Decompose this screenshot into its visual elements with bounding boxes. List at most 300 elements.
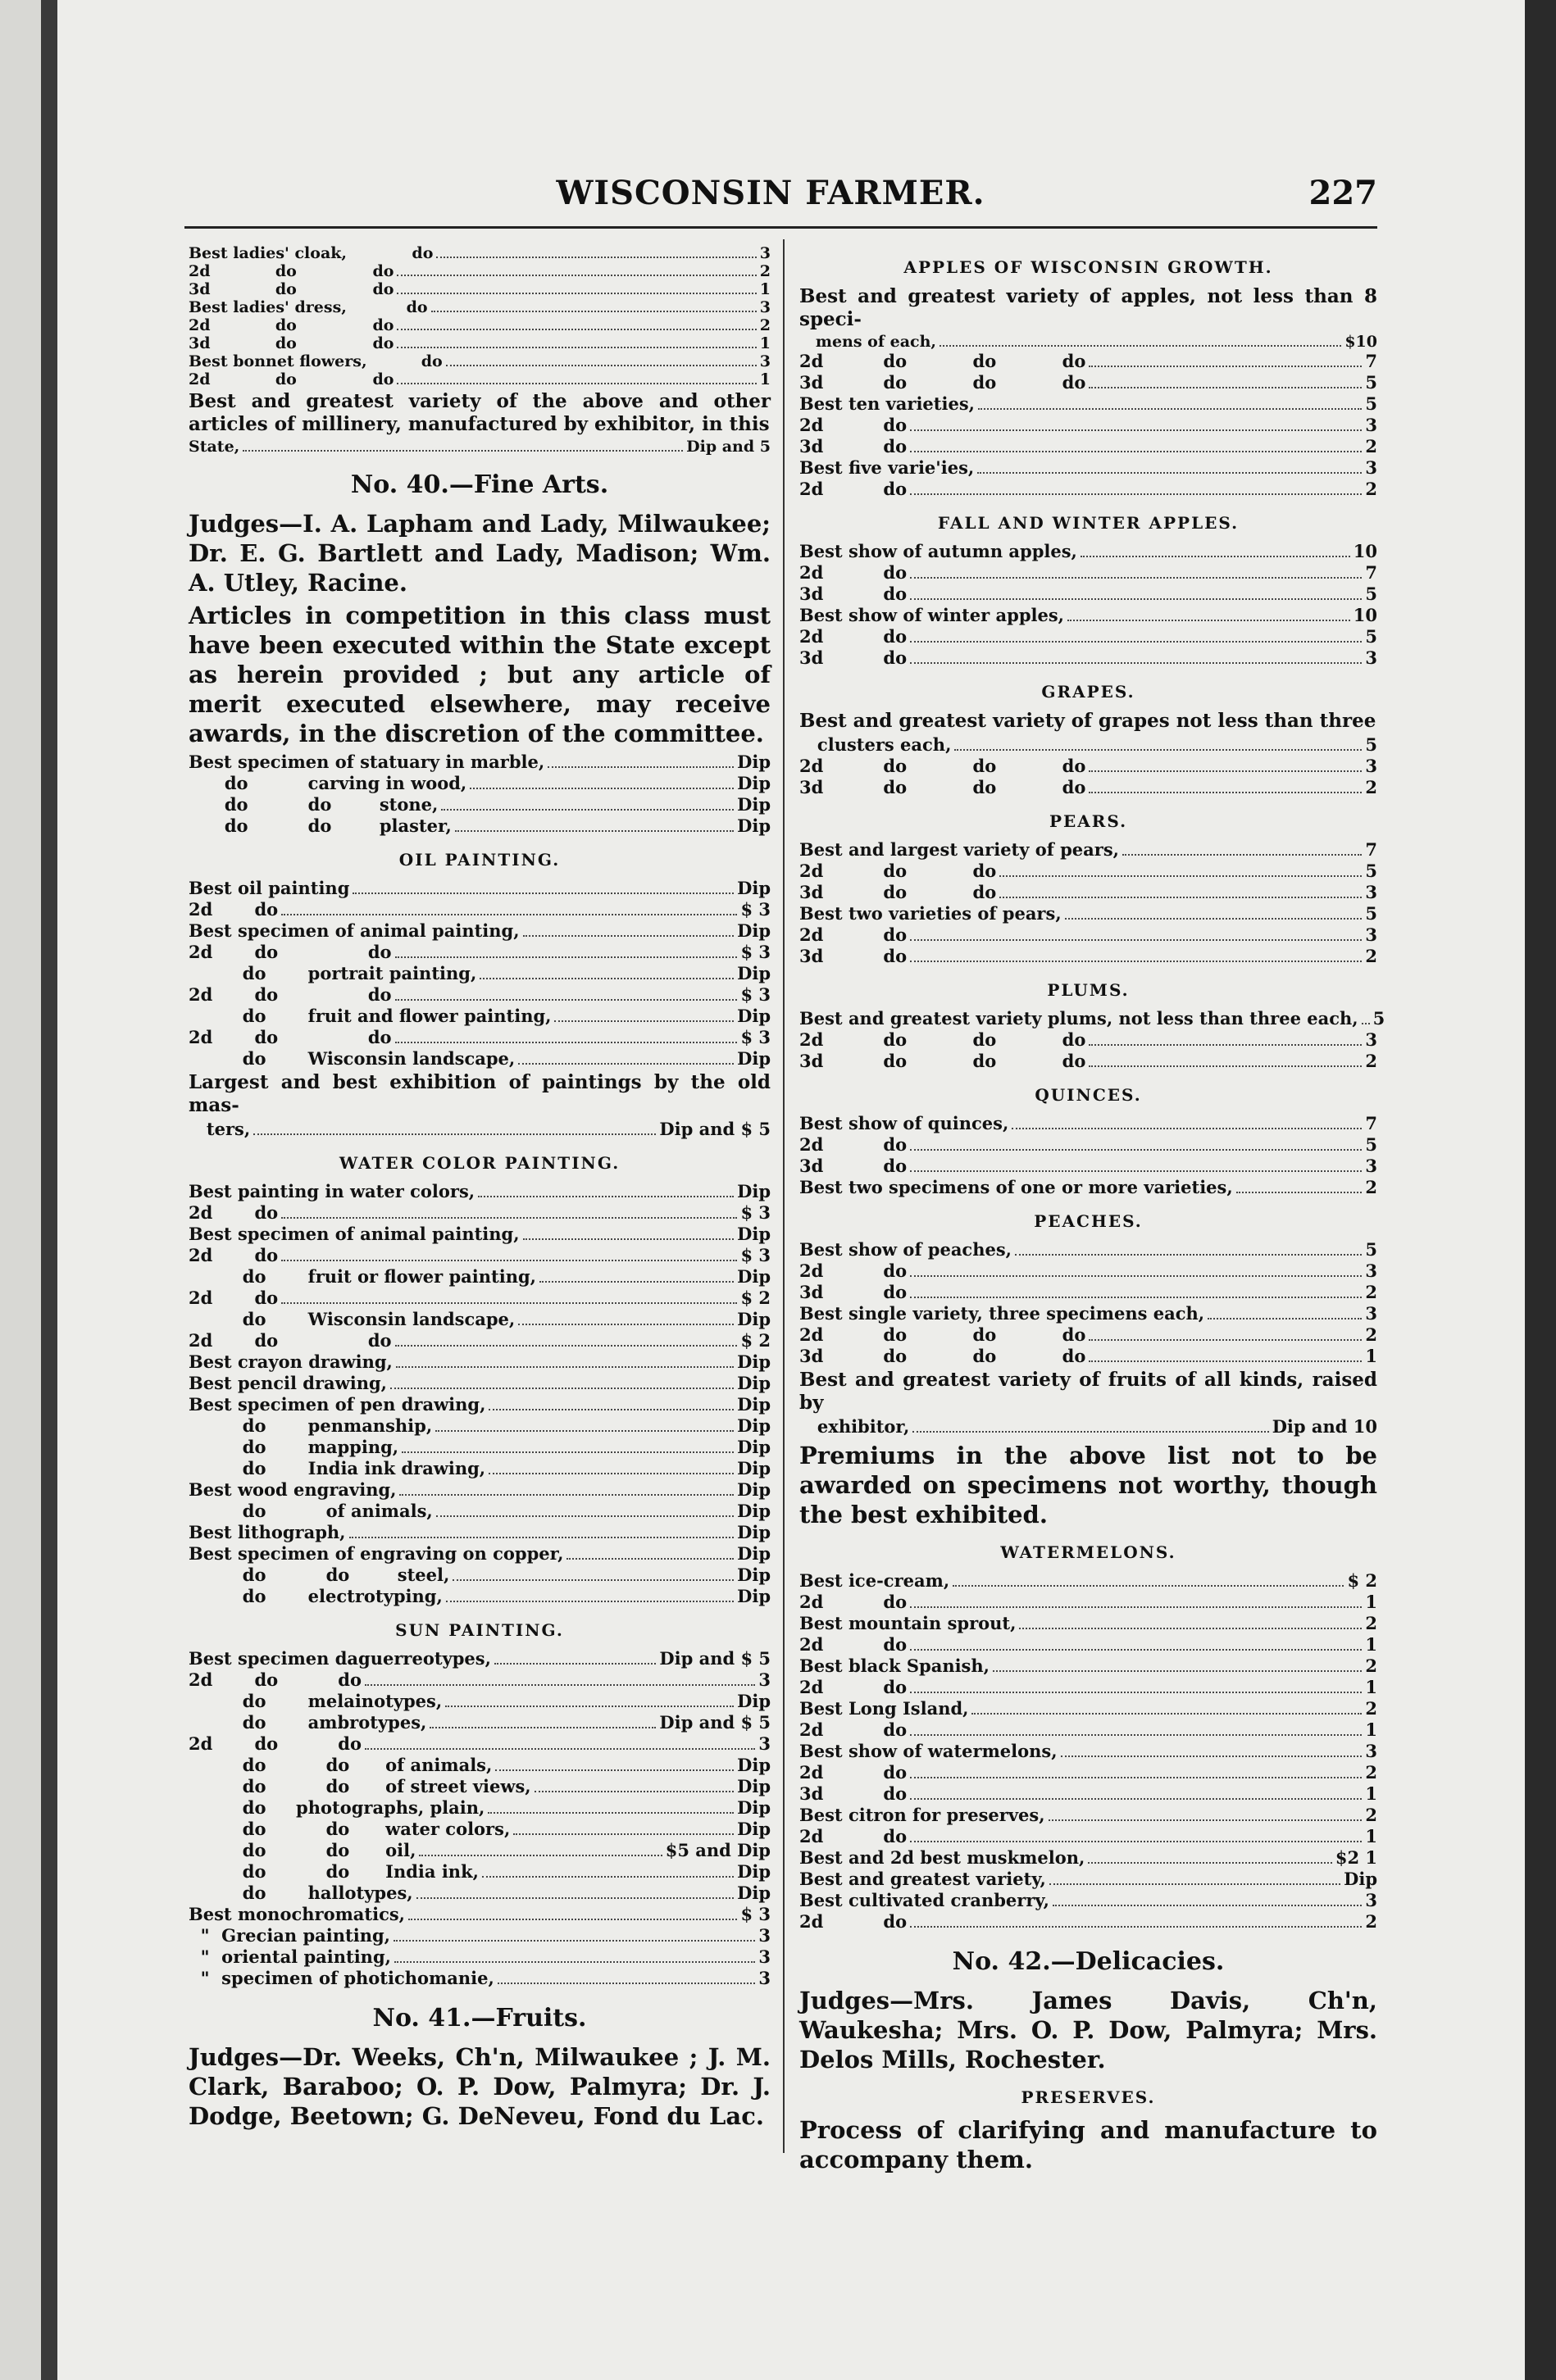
paragraph: Judges—I. A. Lapham and Lady, Milwaukee; Dr. E. G. Bartlett and Lady, Madison; Wm. A. Utley, Racine. bbox=[189, 510, 771, 597]
entry-label: Best specimen of statuary in marble, bbox=[189, 752, 545, 772]
entry-premium: 7 bbox=[1365, 839, 1377, 860]
entry-label: ters, bbox=[189, 1119, 251, 1139]
dot-leader bbox=[1089, 792, 1362, 793]
entry-text: Largest and best exhibition of paintings by the old mas- bbox=[189, 1071, 771, 1116]
premium-entry bbox=[799, 393, 1377, 415]
premium-entry bbox=[799, 1677, 1377, 1698]
entry-label: Best show of quinces, bbox=[799, 1113, 1009, 1133]
premium-entry bbox=[189, 878, 771, 899]
premium-entry bbox=[189, 1543, 771, 1565]
entry-premium: 1 bbox=[1365, 1592, 1377, 1612]
premium-entry bbox=[189, 1819, 771, 1840]
entry-premium: Dip bbox=[737, 815, 771, 836]
dot-leader bbox=[910, 1926, 1362, 1928]
entry-premium: Dip bbox=[1344, 1869, 1377, 1889]
premium-entry bbox=[799, 1847, 1377, 1869]
adjacent-page-edge bbox=[0, 0, 41, 2380]
entry-premium: 3 bbox=[1365, 756, 1377, 776]
premium-entry bbox=[799, 1029, 1377, 1051]
premium-entry bbox=[799, 861, 1377, 882]
premium-entry bbox=[799, 541, 1377, 562]
dot-leader bbox=[971, 1713, 1362, 1715]
premium-entry bbox=[189, 1202, 771, 1224]
dot-leader bbox=[910, 662, 1362, 664]
dot-leader bbox=[977, 472, 1362, 474]
entry-label: do fruit or flower painting, bbox=[189, 1266, 536, 1287]
entry-label: Best and greatest variety plums, not less than three each, bbox=[799, 1008, 1358, 1029]
dot-leader bbox=[523, 935, 735, 937]
premium-entry bbox=[189, 1797, 771, 1819]
dot-leader bbox=[402, 1451, 734, 1453]
dot-leader bbox=[1015, 1254, 1362, 1256]
dot-leader bbox=[1065, 918, 1363, 920]
entry-label: 3d do do bbox=[189, 334, 394, 352]
premium-entry bbox=[799, 1239, 1377, 1260]
entry-premium: 2 bbox=[1365, 1911, 1377, 1932]
dot-leader bbox=[548, 766, 734, 768]
entry-label: 2d do do bbox=[189, 1669, 362, 1690]
premium-entry bbox=[799, 1324, 1377, 1346]
entry-premium: Dip and 5 bbox=[686, 438, 771, 456]
dot-leader bbox=[446, 365, 757, 366]
dot-leader bbox=[910, 1275, 1362, 1277]
dot-leader bbox=[910, 1798, 1362, 1800]
premium-entry bbox=[189, 316, 771, 334]
entry-label: 2d do do do bbox=[799, 756, 1086, 776]
dot-leader bbox=[910, 961, 1362, 962]
entry-premium: Dip bbox=[737, 1394, 771, 1415]
premium-entry bbox=[189, 1501, 771, 1522]
dot-leader bbox=[910, 641, 1362, 643]
entry-premium: $ 2 bbox=[740, 1330, 771, 1351]
premium-entry bbox=[799, 372, 1377, 393]
entry-premium: 5 bbox=[1365, 861, 1377, 881]
dot-leader bbox=[281, 1260, 737, 1261]
dot-leader bbox=[954, 749, 1362, 751]
dot-leader bbox=[910, 1606, 1362, 1608]
section-heading: WATERMELONS. bbox=[1000, 1542, 1176, 1562]
dot-leader bbox=[394, 1961, 755, 1963]
right-page-edge bbox=[1525, 0, 1556, 2380]
dot-leader bbox=[1089, 387, 1362, 388]
entry-label: Best monochromatics, bbox=[189, 1904, 405, 1924]
dot-leader bbox=[1019, 1628, 1362, 1629]
entry-label: Best specimen daguerreotypes, bbox=[189, 1648, 491, 1669]
entry-label: do do water colors, bbox=[189, 1819, 511, 1839]
entry-premium: Dip bbox=[737, 1501, 771, 1521]
entry-label: 2d do do bbox=[189, 262, 394, 280]
entry-premium: Dip and 10 bbox=[1272, 1416, 1377, 1437]
premium-entry bbox=[189, 352, 771, 370]
entry-label: 2d do do bbox=[189, 1733, 362, 1754]
dot-leader bbox=[999, 875, 1362, 877]
entry-premium: $ 3 bbox=[740, 1904, 771, 1924]
paragraph: Judges—Mrs. James Davis, Ch'n, Waukesha; Mrs. O. P. Dow, Palmyra; Mrs. Delos Mills, Rochester. bbox=[799, 1987, 1377, 2073]
premium-entry bbox=[799, 1051, 1377, 1072]
dot-leader bbox=[445, 1706, 734, 1707]
entry-label: 2d do bbox=[799, 1592, 908, 1612]
premium-entry bbox=[799, 1762, 1377, 1783]
entry-label: mens of each, bbox=[799, 333, 937, 351]
premium-entry bbox=[189, 1712, 771, 1733]
entry-premium: Dip bbox=[737, 963, 771, 983]
entry-premium: 10 bbox=[1353, 605, 1377, 625]
section-heading: OIL PAINTING. bbox=[398, 850, 561, 870]
entry-label: 2d do bbox=[189, 1245, 279, 1265]
entry-premium: 3 bbox=[759, 352, 771, 370]
dot-leader bbox=[455, 830, 734, 832]
entry-premium: Dip bbox=[737, 1691, 771, 1711]
entry-label: 2d do bbox=[799, 562, 908, 583]
entry-premium: Dip bbox=[737, 773, 771, 793]
entry-premium: 3 bbox=[758, 1669, 771, 1690]
entry-label: State, bbox=[189, 438, 240, 456]
dot-leader bbox=[1061, 1755, 1363, 1757]
entry-premium: 3 bbox=[1365, 1303, 1377, 1324]
premium-entry bbox=[189, 984, 771, 1006]
premium-entry bbox=[189, 1309, 771, 1330]
premium-entry bbox=[799, 1416, 1377, 1438]
entry-premium: 2 bbox=[1365, 1177, 1377, 1197]
dot-leader bbox=[910, 1841, 1362, 1842]
entry-premium: 2 bbox=[1365, 1805, 1377, 1825]
dot-leader bbox=[554, 1020, 734, 1022]
entry-label: do ambrotypes, bbox=[189, 1712, 427, 1733]
premium-entry bbox=[189, 920, 771, 942]
entry-premium: Dip bbox=[737, 1755, 771, 1775]
entry-premium: 1 bbox=[759, 370, 771, 388]
premium-entry bbox=[189, 298, 771, 316]
dot-leader bbox=[978, 408, 1362, 410]
dot-leader bbox=[397, 383, 756, 384]
dot-leader bbox=[480, 978, 734, 979]
dot-leader bbox=[416, 1897, 735, 1899]
entry-premium: Dip bbox=[737, 920, 771, 941]
entry-label: do Wisconsin landscape, bbox=[189, 1048, 516, 1069]
entry-label: 2d do do bbox=[189, 984, 392, 1005]
dot-leader bbox=[1081, 556, 1350, 557]
premium-entry bbox=[799, 479, 1377, 500]
entry-premium: 3 bbox=[1365, 1029, 1377, 1050]
entry-premium: 2 bbox=[1365, 1656, 1377, 1676]
entry-premium: 3 bbox=[759, 298, 771, 316]
premium-entry bbox=[189, 1288, 771, 1309]
premium-entry bbox=[189, 1437, 771, 1458]
premium-entry bbox=[189, 1522, 771, 1543]
premium-entry bbox=[189, 1946, 771, 1968]
entry-label: 2d do bbox=[799, 1719, 908, 1740]
column-divider bbox=[783, 239, 785, 2153]
entry-label: 2d do bbox=[189, 1202, 279, 1223]
dot-leader bbox=[910, 451, 1362, 452]
entry-label: do portrait painting, bbox=[189, 963, 477, 983]
entry-premium: 5 bbox=[1365, 903, 1377, 924]
entry-premium: 2 bbox=[1365, 1762, 1377, 1783]
entry-label: clusters each, bbox=[799, 734, 952, 755]
premium-entry bbox=[799, 584, 1377, 605]
entry-premium: Dip and $ 5 bbox=[659, 1648, 771, 1669]
entry-premium: 2 bbox=[759, 316, 771, 334]
dot-leader bbox=[910, 577, 1362, 579]
premium-entry bbox=[799, 605, 1377, 626]
section-heading: PEARS. bbox=[1049, 811, 1128, 831]
entry-premium: 3 bbox=[758, 1946, 771, 1967]
entry-premium: Dip bbox=[737, 1266, 771, 1287]
dot-leader bbox=[430, 1727, 656, 1728]
section-heading: GRAPES. bbox=[1041, 682, 1135, 702]
entry-premium: Dip bbox=[737, 794, 771, 815]
section-heading: PEACHES. bbox=[1034, 1211, 1143, 1231]
entry-premium: 2 bbox=[1365, 946, 1377, 966]
premium-entry bbox=[189, 1904, 771, 1925]
premium-entry bbox=[799, 839, 1377, 861]
premium-entry bbox=[799, 1303, 1377, 1324]
dot-leader bbox=[390, 1388, 734, 1389]
entry-premium: Dip bbox=[737, 1437, 771, 1457]
class-heading: No. 42.—Delicacies. bbox=[952, 1947, 1225, 1976]
dot-leader bbox=[498, 1983, 756, 1984]
entry-premium: 3 bbox=[759, 244, 771, 262]
entry-premium: $ 2 bbox=[740, 1288, 771, 1308]
dot-leader bbox=[489, 1409, 734, 1410]
premium-entry bbox=[799, 1911, 1377, 1933]
entry-premium: 3 bbox=[758, 1733, 771, 1754]
entry-label: Best ladies' dress, do bbox=[189, 298, 428, 316]
section-heading: PRESERVES. bbox=[1021, 2087, 1156, 2107]
entry-label: 2d do bbox=[799, 1677, 908, 1697]
entry-label: do do steel, bbox=[189, 1565, 450, 1585]
entry-premium: 2 bbox=[1365, 436, 1377, 456]
paragraph: Judges—Dr. Weeks, Ch'n, Milwaukee ; J. M. Clark, Baraboo; O. P. Dow, Palmyra; Dr. J. Dodge, Beetown; G. DeNeveu, Fond du Lac. bbox=[189, 2043, 771, 2130]
dot-leader bbox=[1089, 770, 1362, 772]
entry-premium: Dip bbox=[737, 1586, 771, 1606]
entry-label: do Wisconsin landscape, bbox=[189, 1309, 516, 1329]
dot-leader bbox=[397, 275, 756, 276]
premium-entry bbox=[799, 1008, 1385, 1029]
dot-leader bbox=[494, 1663, 656, 1665]
premium-entry bbox=[799, 457, 1377, 479]
entry-premium: 1 bbox=[1365, 1719, 1377, 1740]
entry-premium: 3 bbox=[1365, 415, 1377, 435]
entry-premium: Dip bbox=[737, 1006, 771, 1026]
entry-premium: 2 bbox=[1365, 1613, 1377, 1633]
entry-label: Best five varie'ies, bbox=[799, 457, 975, 478]
premium-entry bbox=[799, 1177, 1377, 1198]
premium-entry bbox=[799, 777, 1377, 798]
entry-label: 3d do do bbox=[189, 280, 394, 298]
premium-entry bbox=[189, 1669, 771, 1691]
entry-premium: Dip bbox=[737, 1351, 771, 1372]
dot-leader bbox=[1049, 1883, 1340, 1885]
entry-label: do mapping, bbox=[189, 1437, 399, 1457]
entry-label: do of animals, bbox=[189, 1501, 433, 1521]
dot-leader bbox=[395, 999, 738, 1001]
dot-leader bbox=[441, 809, 734, 811]
entry-label: 2d do bbox=[189, 1288, 279, 1308]
dot-leader bbox=[478, 1196, 734, 1197]
premium-entry bbox=[189, 1394, 771, 1415]
entry-premium: 3 bbox=[1365, 1156, 1377, 1176]
entry-premium: Dip bbox=[737, 752, 771, 772]
premium-entry bbox=[189, 1776, 771, 1797]
entry-label: 2d do bbox=[799, 924, 908, 945]
entry-label: do penmanship, bbox=[189, 1415, 433, 1436]
entry-premium: Dip bbox=[737, 1479, 771, 1500]
entry-label: 3d do do do bbox=[799, 777, 1086, 797]
entry-label: 2d do do bbox=[189, 942, 392, 962]
entry-label: 2d do bbox=[799, 1634, 908, 1655]
entry-label: Best and 2d best muskmelon, bbox=[799, 1847, 1085, 1868]
premium-entry bbox=[799, 1282, 1377, 1303]
dot-leader bbox=[513, 1833, 734, 1835]
premium-entry bbox=[799, 903, 1377, 924]
premium-entry bbox=[799, 1346, 1377, 1367]
entry-label: Best show of watermelons, bbox=[799, 1741, 1058, 1761]
premium-entry bbox=[189, 1415, 771, 1437]
dot-leader bbox=[940, 345, 1341, 347]
entry-premium: 2 bbox=[759, 262, 771, 280]
premium-entry bbox=[799, 647, 1377, 669]
dot-leader bbox=[470, 788, 734, 789]
premium-entry bbox=[189, 1330, 771, 1351]
entry-premium: 3 bbox=[1365, 882, 1377, 902]
dot-leader bbox=[281, 914, 737, 915]
entry-premium: $ 2 bbox=[1347, 1570, 1377, 1591]
entry-label: Best black Spanish, bbox=[799, 1656, 990, 1676]
entry-label: 2d do bbox=[799, 1762, 908, 1783]
premium-entry bbox=[189, 1266, 771, 1288]
entry-label: 3d do bbox=[799, 1783, 908, 1804]
entry-label: 2d do bbox=[189, 899, 279, 920]
entry-premium: Dip and $ 5 bbox=[659, 1119, 771, 1139]
dot-leader bbox=[419, 1855, 662, 1856]
page-number: 227 bbox=[1308, 174, 1377, 212]
entry-premium: 1 bbox=[1365, 1677, 1377, 1697]
entry-premium: 1 bbox=[1365, 1783, 1377, 1804]
dot-leader bbox=[489, 1473, 734, 1474]
dot-leader bbox=[910, 493, 1362, 495]
dot-leader bbox=[1089, 1360, 1362, 1362]
dot-leader bbox=[912, 1431, 1268, 1433]
entry-text: Best and greatest variety of the above and other articles of millinery, manufactured by exhibitor, in this bbox=[189, 390, 771, 435]
entry-label: Best painting in water colors, bbox=[189, 1181, 475, 1201]
paragraph: Process of clarifying and manufacture to accompany them. bbox=[799, 2116, 1377, 2173]
entry-premium: 1 bbox=[1365, 1826, 1377, 1846]
entry-label: 3d do bbox=[799, 1156, 908, 1176]
entry-label: Best specimen of animal painting, bbox=[189, 1224, 520, 1244]
paragraph: Articles in competition in this class must have been executed within the State except as herein provided ; but any article of merit executed elsewhere, may receive awards, in the discretion of the committee. bbox=[189, 602, 771, 747]
entry-label: 2d do do bbox=[799, 861, 997, 881]
entry-premium: 3 bbox=[1365, 1741, 1377, 1761]
entry-label: " Grecian painting, bbox=[189, 1925, 390, 1946]
entry-label: 2d do bbox=[799, 479, 908, 499]
entry-premium: 1 bbox=[1365, 1634, 1377, 1655]
premium-entry bbox=[189, 1755, 771, 1776]
entry-label: Best show of winter apples, bbox=[799, 605, 1064, 625]
premium-entry bbox=[799, 1741, 1377, 1762]
premium-entry bbox=[799, 1260, 1377, 1282]
entry-premium: 2 bbox=[1365, 1282, 1377, 1302]
premium-entry bbox=[189, 1883, 771, 1904]
header-rule bbox=[184, 226, 1377, 229]
dot-leader bbox=[910, 939, 1362, 941]
entry-premium: 7 bbox=[1365, 1113, 1377, 1133]
dot-leader bbox=[535, 1791, 735, 1792]
dot-leader bbox=[395, 956, 738, 958]
premium-entry bbox=[799, 756, 1377, 777]
premium-entry bbox=[799, 734, 1377, 756]
premium-entry bbox=[799, 333, 1377, 351]
premium-entry bbox=[799, 626, 1377, 647]
dot-leader bbox=[495, 1769, 734, 1771]
dot-leader bbox=[910, 1149, 1362, 1151]
section-heading: FALL AND WINTER APPLES. bbox=[937, 513, 1240, 533]
entry-label: 2d do do bbox=[189, 316, 394, 334]
entry-label: Best and greatest variety, bbox=[799, 1869, 1046, 1889]
entry-premium: $10 bbox=[1344, 333, 1377, 351]
entry-premium: $ 3 bbox=[740, 1245, 771, 1265]
premium-entry bbox=[189, 438, 771, 456]
entry-premium: 2 bbox=[1365, 777, 1377, 797]
entry-label: do hallotypes, bbox=[189, 1883, 413, 1903]
entry-label: 2d do do do bbox=[799, 351, 1086, 371]
entry-label: do electrotyping, bbox=[189, 1586, 443, 1606]
entry-premium: Dip and $ 5 bbox=[659, 1712, 771, 1733]
entry-label: 3d do do do bbox=[799, 1051, 1086, 1071]
premium-entry bbox=[189, 1048, 771, 1070]
dot-leader bbox=[1208, 1318, 1362, 1319]
premium-entry bbox=[799, 946, 1377, 967]
dot-leader bbox=[1049, 1819, 1363, 1821]
premium-entry bbox=[189, 334, 771, 352]
section-heading: SUN PAINTING. bbox=[395, 1620, 564, 1640]
entry-label: 2d do bbox=[799, 415, 908, 435]
entry-label: Best ice-cream, bbox=[799, 1570, 950, 1591]
entry-premium: 5 bbox=[1365, 1134, 1377, 1155]
section-heading: PLUMS. bbox=[1047, 980, 1130, 1000]
entry-label: do carving in wood, bbox=[189, 773, 467, 793]
dot-leader bbox=[910, 1297, 1362, 1298]
entry-premium: Dip bbox=[737, 1309, 771, 1329]
entry-label: Best bonnet flowers, do bbox=[189, 352, 443, 370]
premium-entry bbox=[799, 882, 1377, 903]
premium-entry bbox=[799, 1656, 1377, 1677]
dot-leader bbox=[1089, 366, 1362, 367]
entry-label: Best oil painting bbox=[189, 878, 350, 898]
dot-leader bbox=[1122, 854, 1362, 856]
section-heading: WATER COLOR PAINTING. bbox=[339, 1153, 621, 1173]
dot-leader bbox=[910, 1777, 1362, 1778]
entry-label: 2d do bbox=[799, 1134, 908, 1155]
entry-premium: Dip bbox=[737, 1776, 771, 1796]
premium-entry bbox=[189, 1861, 771, 1883]
entry-premium: $5 and Dip bbox=[665, 1840, 771, 1860]
premium-entry bbox=[189, 1968, 771, 1989]
running-header-title: WISCONSIN FARMER. bbox=[556, 174, 985, 212]
premium-entry bbox=[799, 436, 1377, 457]
dot-leader bbox=[1088, 1862, 1332, 1864]
premium-entry bbox=[189, 1648, 771, 1669]
premium-entry bbox=[799, 1634, 1377, 1656]
dot-leader bbox=[353, 892, 734, 894]
entry-premium: 5 bbox=[1365, 626, 1377, 647]
dot-leader bbox=[1089, 1339, 1362, 1341]
entry-label: 2d do do do bbox=[799, 1029, 1086, 1050]
dot-leader bbox=[1236, 1192, 1363, 1193]
entry-premium: $ 3 bbox=[740, 942, 771, 962]
dot-leader bbox=[1067, 620, 1350, 621]
premium-entry bbox=[189, 1245, 771, 1266]
